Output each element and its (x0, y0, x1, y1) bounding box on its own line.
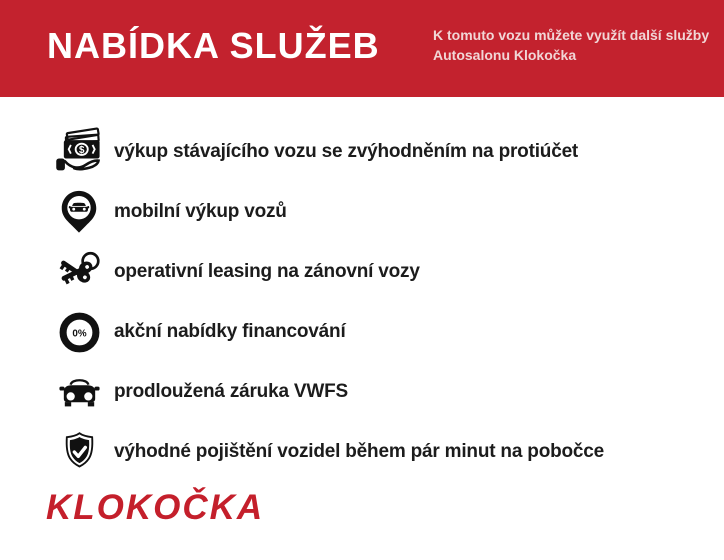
service-item-trade-in (50, 122, 690, 182)
service-item-financing (50, 302, 690, 362)
klokocka-logo: KLOKOČKA (46, 488, 265, 527)
header-banner (0, 0, 724, 97)
service-label: výkup stávajícího vozu se zvýhodněním na protiúčet (114, 141, 579, 162)
service-item-warranty (50, 362, 690, 422)
shield-check-icon (50, 424, 108, 480)
service-label: operativní leasing na zánovní vozy (114, 261, 420, 282)
header-subtitle-line2: Autosalonu Klokočka (433, 47, 577, 63)
zero-percent-label: 0% (71, 327, 87, 339)
car-front-icon (50, 364, 108, 420)
service-label: akční nabídky financování (114, 321, 346, 342)
services-list (50, 122, 690, 482)
keys-icon (50, 244, 108, 300)
header-subtitle-line1: K tomuto vozu můžete využít další služby (433, 27, 710, 43)
page-title: NABÍDKA SLUŽEB (47, 25, 380, 66)
header-subtitle (433, 25, 709, 65)
service-label: prodloužená záruka VWFS (114, 381, 348, 402)
service-label: mobilní výkup vozů (114, 201, 287, 222)
cash-in-hand-icon (50, 124, 108, 180)
service-item-leasing (50, 242, 690, 302)
service-item-mobile-buyout (50, 182, 690, 242)
svg-text:$: $ (78, 144, 85, 156)
service-item-insurance (50, 422, 690, 482)
map-pin-car-icon (50, 184, 108, 240)
service-label: výhodné pojištění vozidel během pár minut na pobočce (114, 441, 605, 462)
zero-percent-icon (50, 304, 108, 360)
